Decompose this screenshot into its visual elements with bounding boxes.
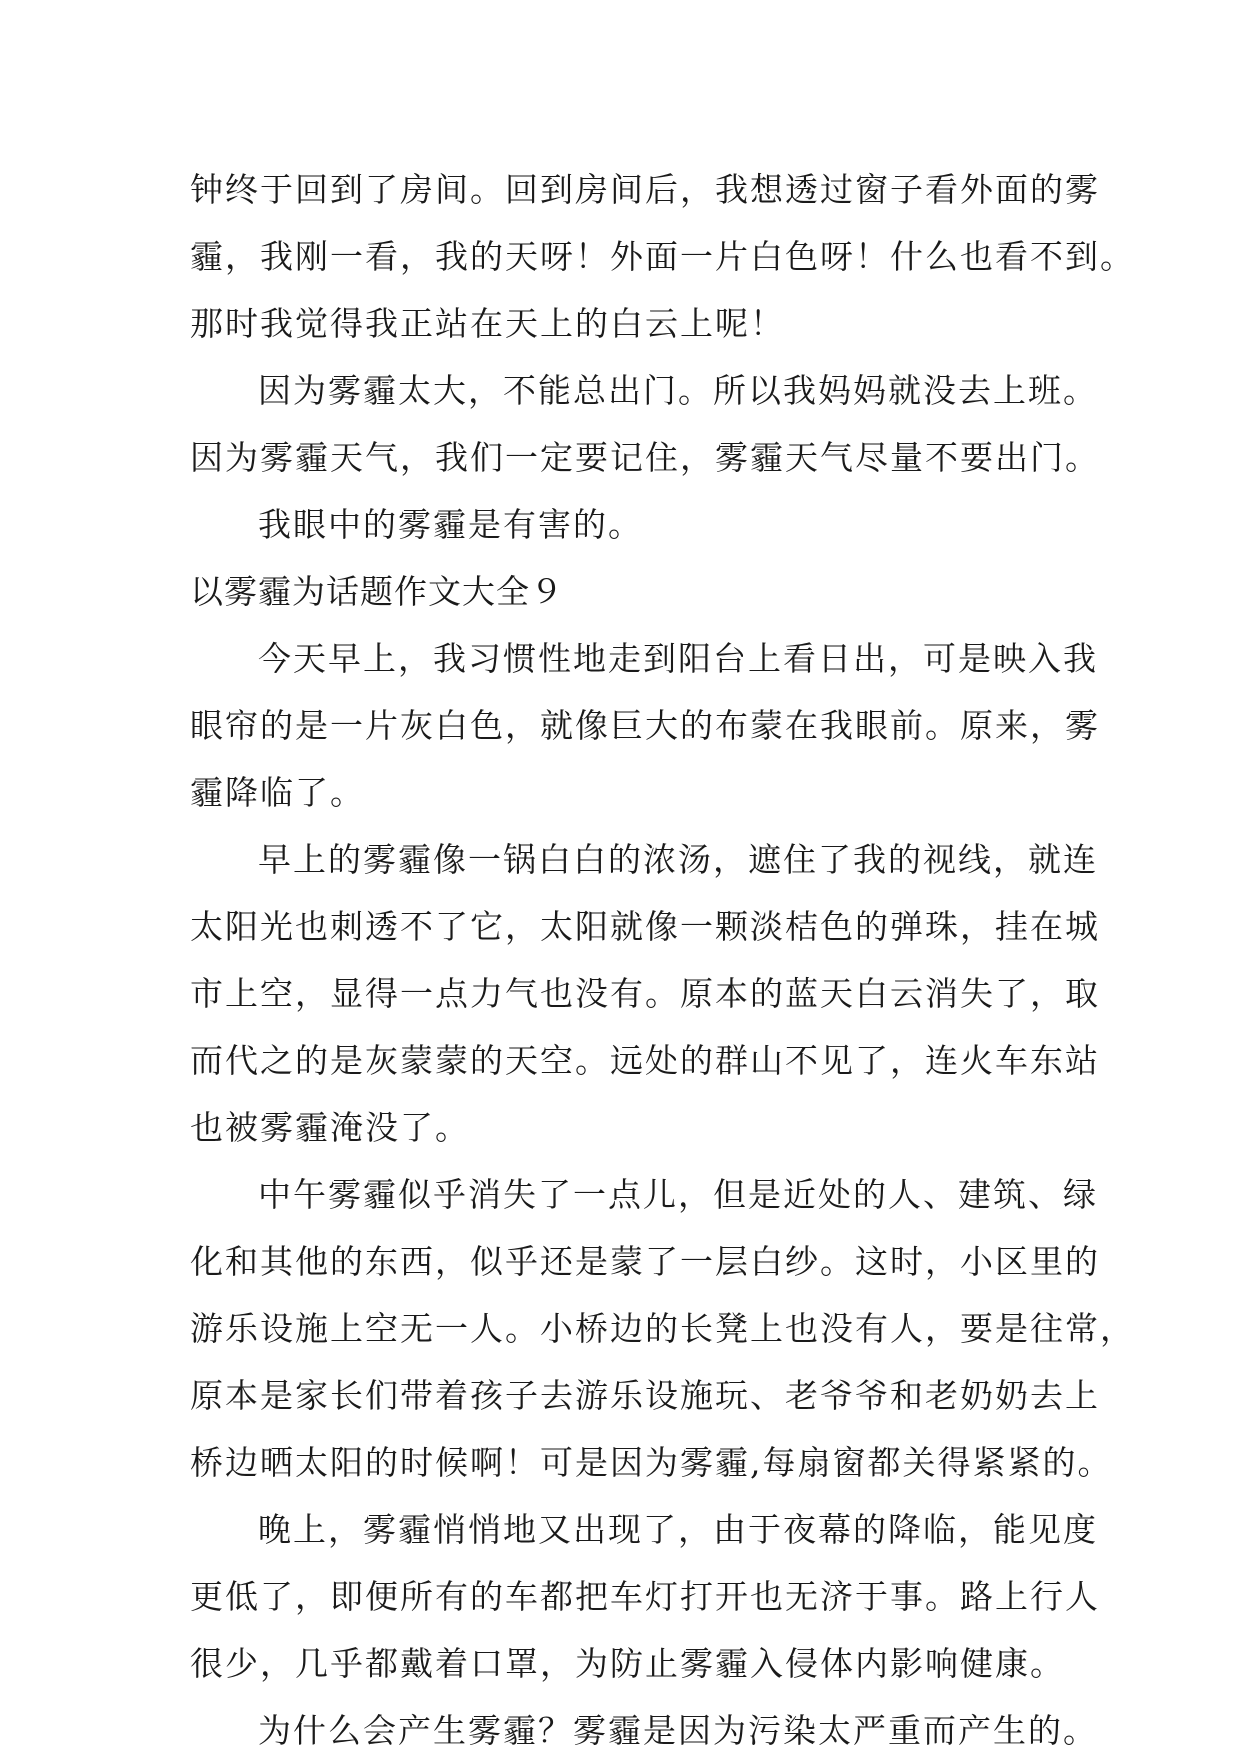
document-body bbox=[190, 156, 1135, 1764]
text-line: 游乐设施上空无一人。小桥边的长凳上也没有人，要是往常， bbox=[190, 1309, 1135, 1348]
text-line: 霾，我刚一看，我的天呀！外面一片白色呀！什么也看不到。 bbox=[190, 237, 1135, 276]
text-line: 也被雾霾淹没了。 bbox=[190, 1108, 470, 1147]
paragraph-start-line: 因为雾霾太大，不能总出门。所以我妈妈就没去上班。 bbox=[258, 371, 1098, 410]
text-line: 化和其他的东西，似乎还是蒙了一层白纱。这时，小区里的 bbox=[190, 1242, 1100, 1281]
section-heading: 以雾霾为话题作文大全９ bbox=[190, 572, 564, 611]
text-line: 更低了，即便所有的车都把车灯打开也无济于事。路上行人 bbox=[190, 1577, 1100, 1616]
text-line: 很少，几乎都戴着口罩，为防止雾霾入侵体内影响健康。 bbox=[190, 1644, 1065, 1683]
paragraph-start-line: 中午雾霾似乎消失了一点儿，但是近处的人、建筑、绿 bbox=[258, 1175, 1098, 1214]
text-line: 而代之的是灰蒙蒙的天空。远处的群山不见了，连火车东站 bbox=[190, 1041, 1100, 1080]
paragraph-start-line: 为什么会产生雾霾？雾霾是因为污染太严重而产生的。 bbox=[258, 1711, 1098, 1750]
text-line: 原本是家长们带着孩子去游乐设施玩、老爷爷和老奶奶去上 bbox=[190, 1376, 1100, 1415]
text-line: 钟终于回到了房间。回到房间后，我想透过窗子看外面的雾 bbox=[190, 170, 1100, 209]
text-line: 霾降临了。 bbox=[190, 773, 365, 812]
text-line: 因为雾霾天气，我们一定要记住，雾霾天气尽量不要出门。 bbox=[190, 438, 1100, 477]
text-line: 眼帘的是一片灰白色，就像巨大的布蒙在我眼前。原来，雾 bbox=[190, 706, 1100, 745]
paragraph-start-line: 晚上，雾霾悄悄地又出现了，由于夜幕的降临，能见度 bbox=[258, 1510, 1098, 1549]
paragraph-start-line: 我眼中的雾霾是有害的。 bbox=[258, 505, 643, 544]
text-line: 太阳光也刺透不了它，太阳就像一颗淡桔色的弹珠，挂在城 bbox=[190, 907, 1100, 946]
text-line: 那时我觉得我正站在天上的白云上呢！ bbox=[190, 304, 785, 343]
paragraph-start-line: 早上的雾霾像一锅白白的浓汤，遮住了我的视线，就连 bbox=[258, 840, 1098, 879]
text-line: 桥边晒太阳的时候啊！可是因为雾霾,每扇窗都关得紧紧的。 bbox=[190, 1443, 1113, 1482]
text-line: 市上空，显得一点力气也没有。原本的蓝天白云消失了，取 bbox=[190, 974, 1100, 1013]
paragraph-start-line: 今天早上，我习惯性地走到阳台上看日出，可是映入我 bbox=[258, 639, 1098, 678]
